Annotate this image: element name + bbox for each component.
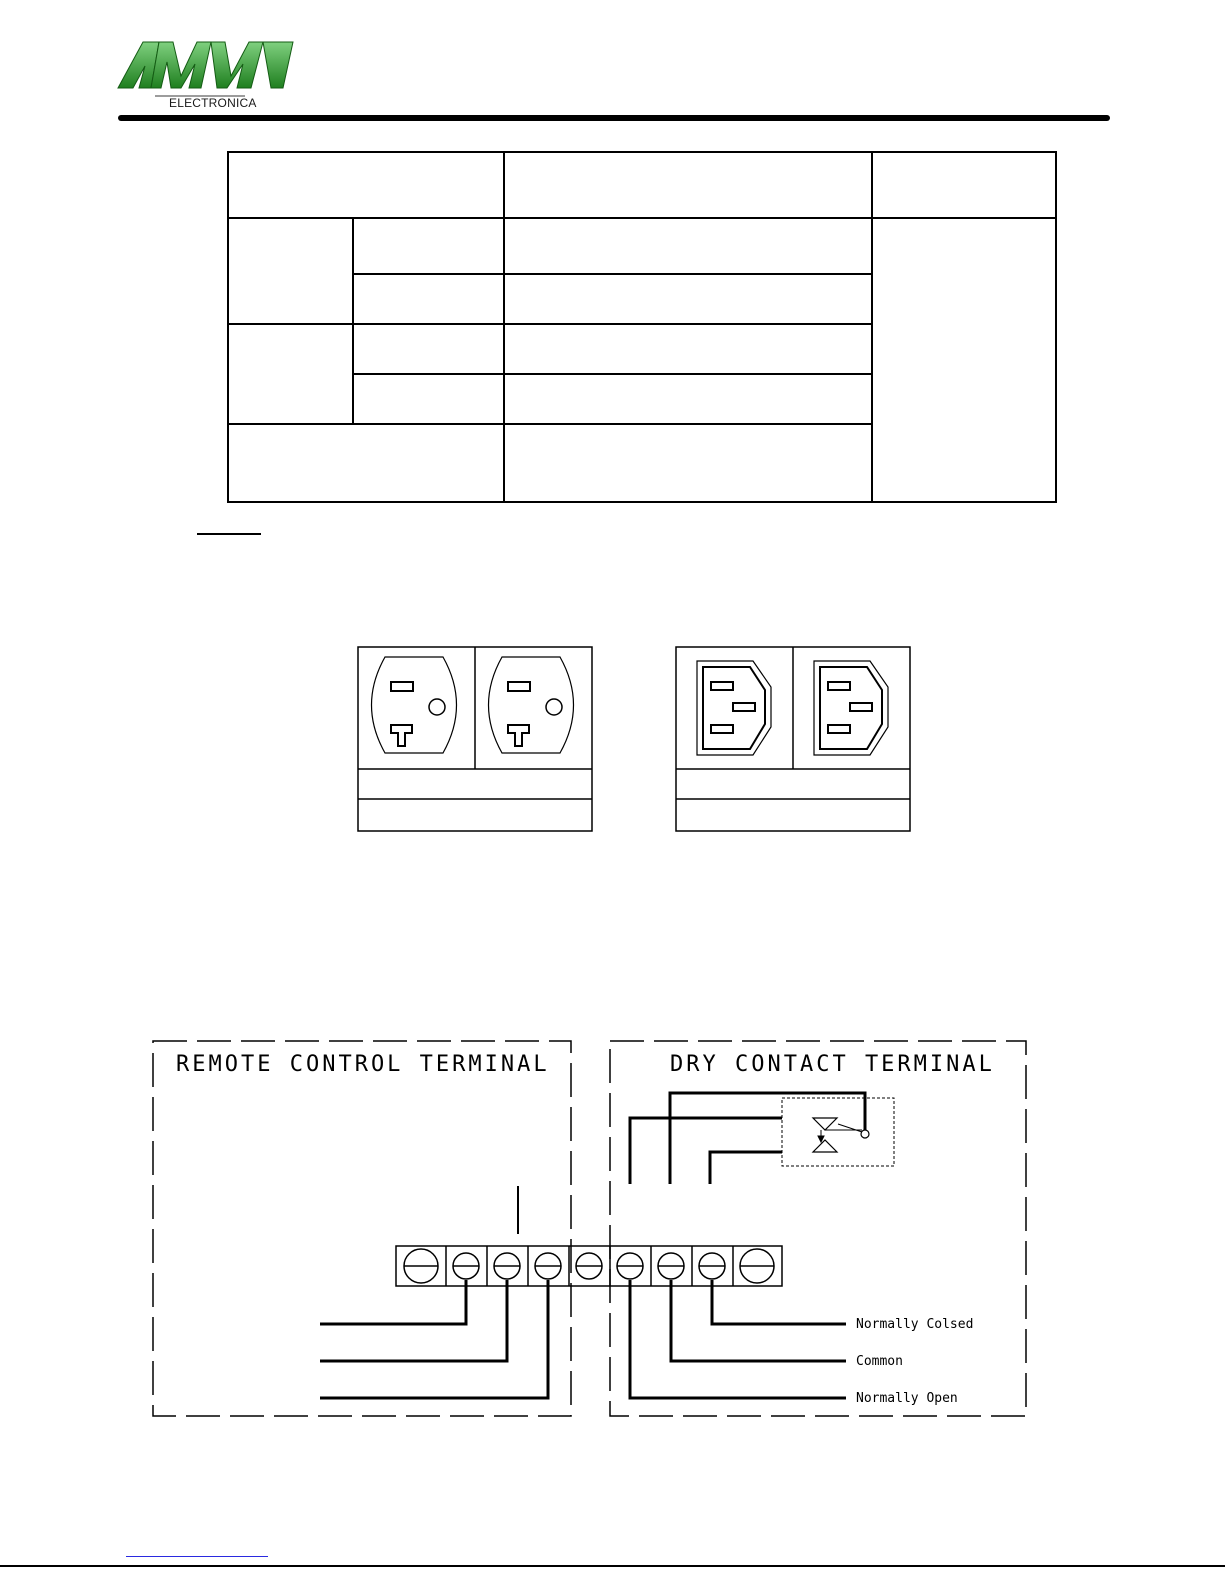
- iec-outlet-panel: [676, 647, 910, 831]
- outlet-diagram: [355, 645, 915, 835]
- nema-outlet-icon: [372, 657, 457, 753]
- outlet-panels: [355, 645, 915, 835]
- company-logo: [115, 36, 295, 114]
- screw-icon: [404, 1249, 438, 1283]
- terminal-drawing: [150, 1038, 1032, 1420]
- remote-wires: [320, 1280, 548, 1398]
- screw-icon: [617, 1253, 643, 1279]
- label-normally-closed: Normally Colsed: [856, 1317, 974, 1332]
- iec-outlet-icon: [697, 661, 771, 755]
- nema-outlet-panel: [358, 647, 592, 831]
- relay-symbol: [782, 1098, 894, 1166]
- nema-outlet-icon: [489, 657, 574, 753]
- footer-divider: [0, 1565, 1225, 1567]
- screw-icon: [740, 1249, 774, 1283]
- logo-subtitle: ELECTRONICA: [169, 96, 257, 110]
- footer-link-underline[interactable]: [126, 1556, 268, 1557]
- terminal-diagram: [150, 1038, 1032, 1420]
- screw-icon: [494, 1253, 520, 1279]
- dry-contact-wires: [630, 1280, 846, 1398]
- iec-outlet-icon: [814, 661, 888, 755]
- note-underline: [197, 533, 261, 535]
- remote-control-title: REMOTE CONTROL TERMINAL: [176, 1052, 550, 1077]
- screw-icon: [699, 1253, 725, 1279]
- screw-icon: [535, 1253, 561, 1279]
- terminal-block: [396, 1246, 782, 1286]
- spec-table-grid: [227, 151, 1058, 503]
- spec-table: [227, 151, 1058, 503]
- dry-contact-title: DRY CONTACT TERMINAL: [670, 1052, 995, 1077]
- label-normally-open: Normally Open: [856, 1391, 958, 1406]
- header-divider: [118, 115, 1110, 121]
- screw-icon: [658, 1253, 684, 1279]
- screw-icon: [576, 1253, 602, 1279]
- label-common: Common: [856, 1354, 903, 1369]
- screw-icon: [453, 1253, 479, 1279]
